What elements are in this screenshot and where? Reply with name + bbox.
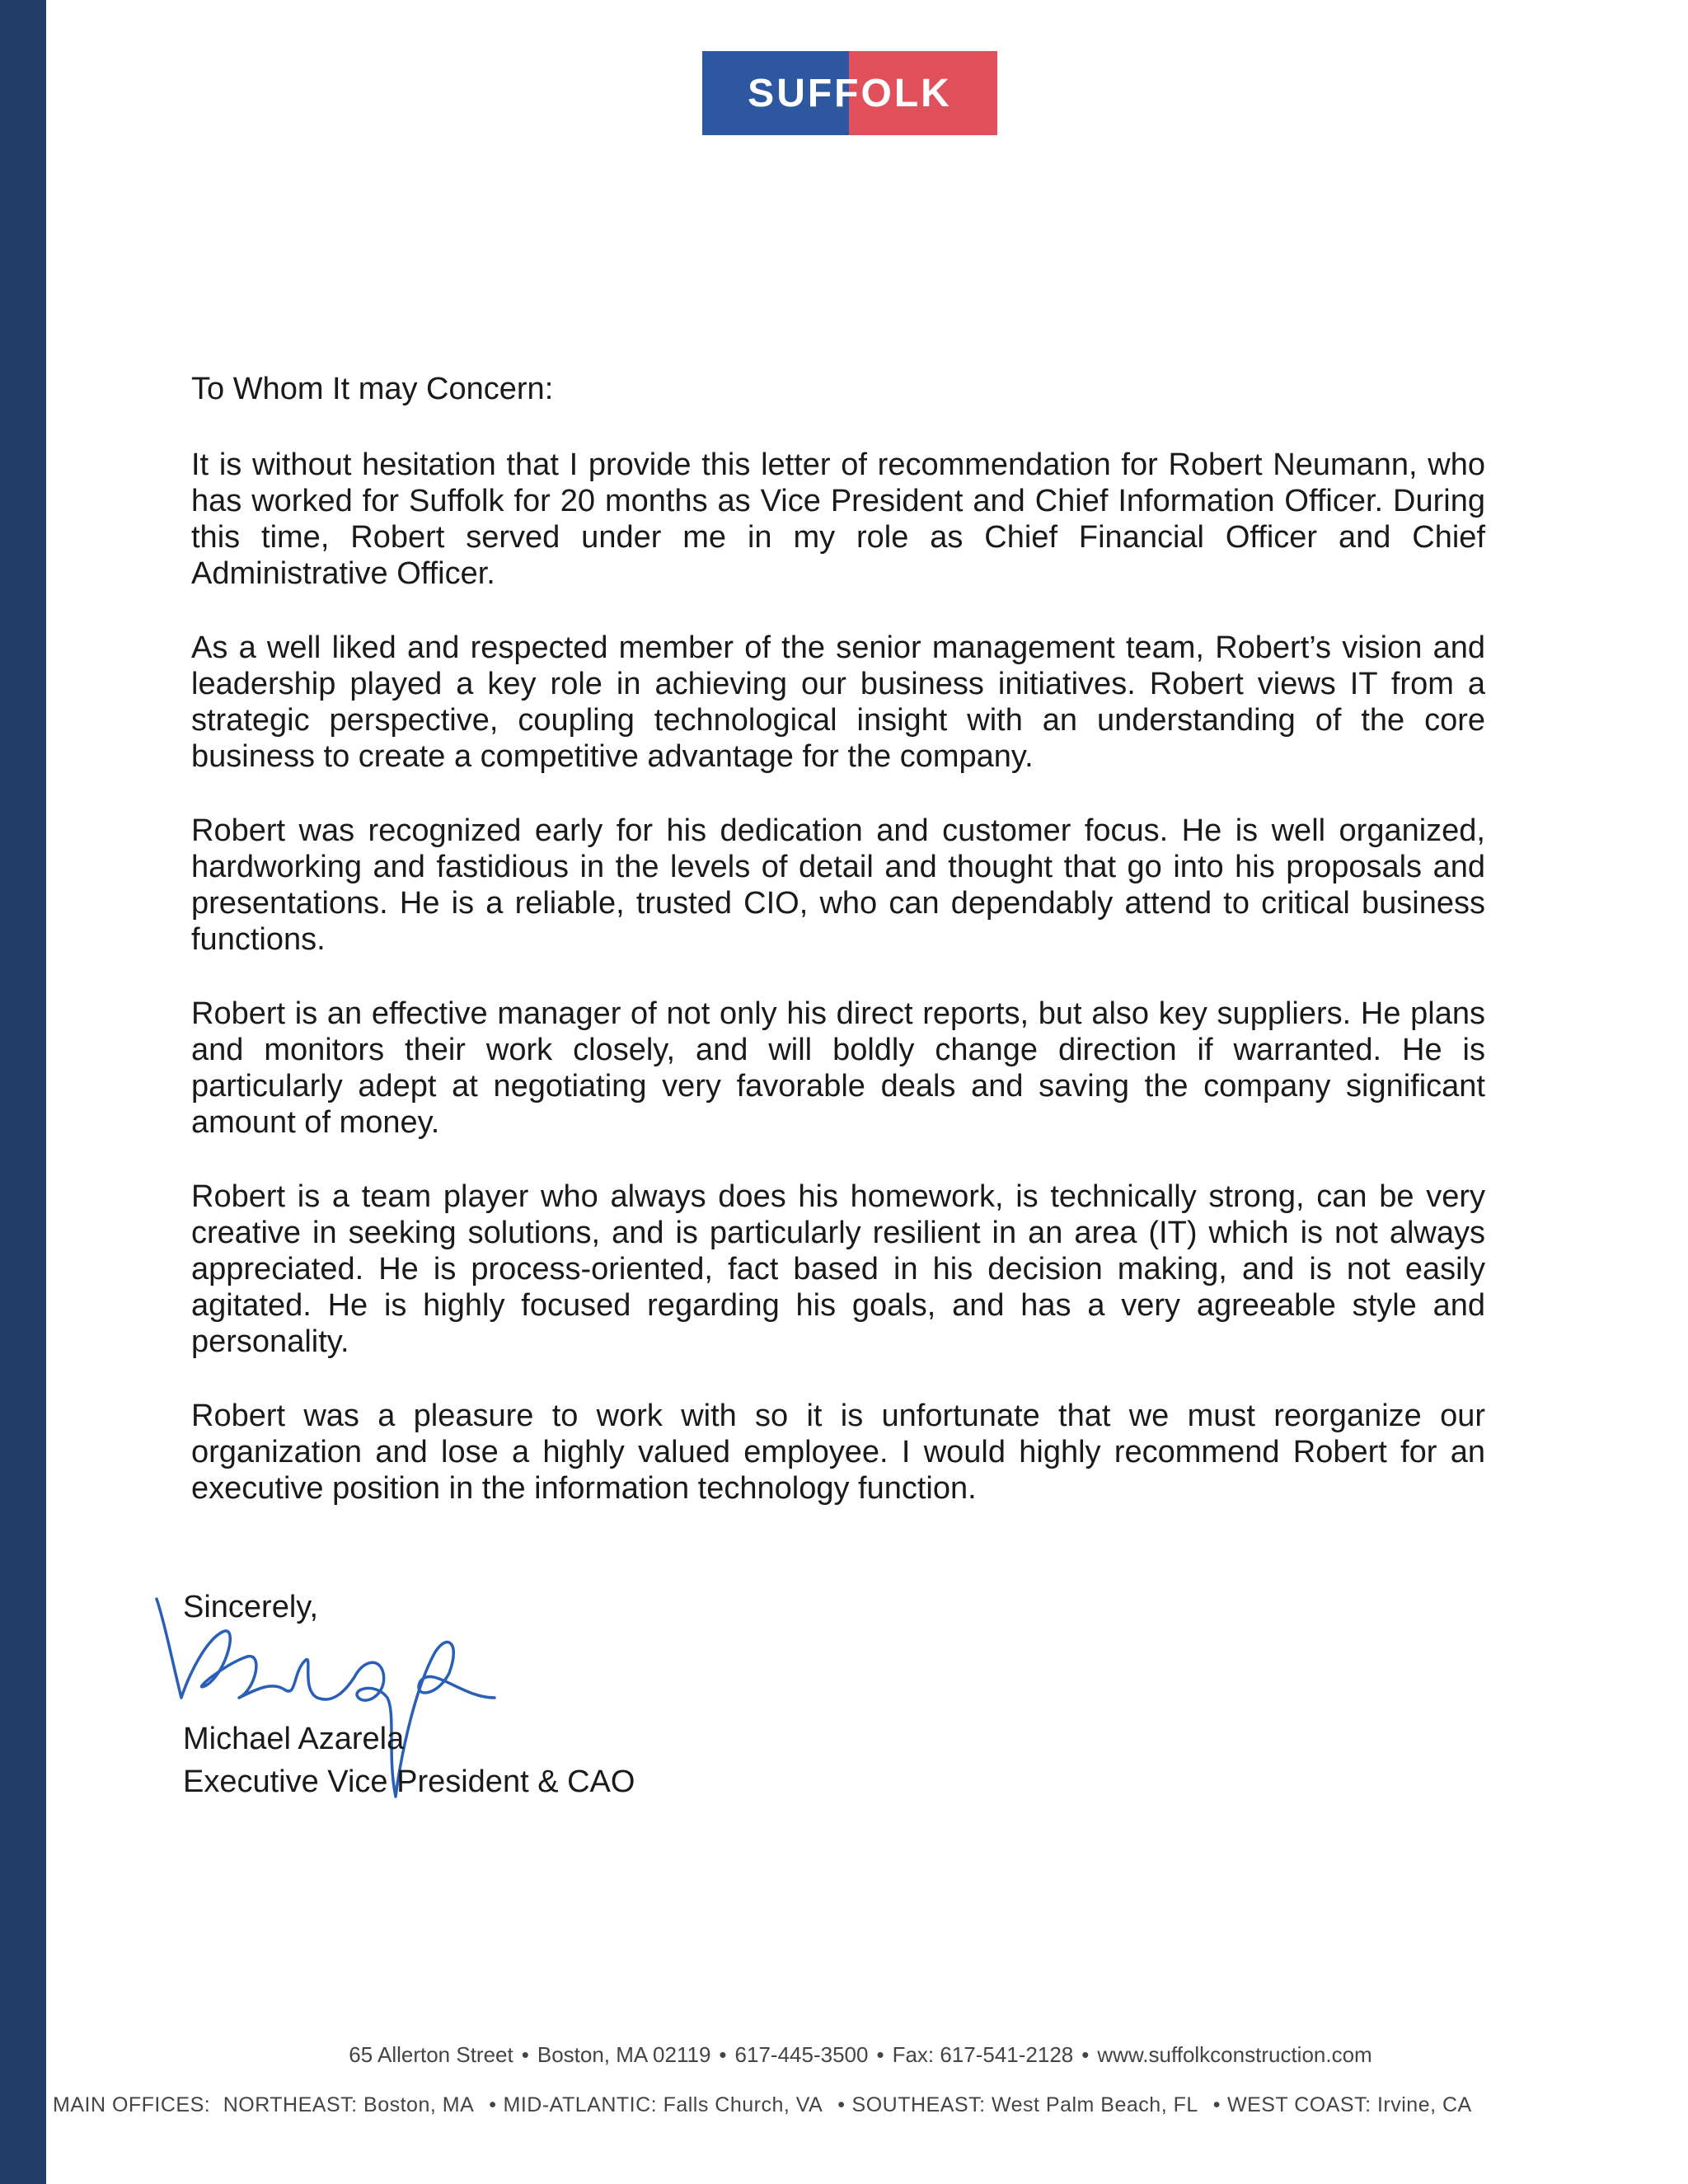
office-southeast: SOUTHEAST: West Palm Beach, FL: [851, 2093, 1198, 2116]
signer-name: Michael Azarela: [183, 1722, 405, 1756]
logo-text: SUFFOLK: [748, 71, 952, 115]
paragraph-5: Robert is a team player who always does his homework, is technically strong, can be very creative in seeking solutions, and is particularly resilient in an area (IT) which is not always appreciated. He is process-oriented, fact based in his decision making, and is not easily agitated. He is highly focused regarding his goals, and has a very agreeable style and personality.: [191, 1179, 1485, 1359]
paragraph-4: Robert is an effective manager of not only his direct reports, but also key suppliers. He plans and monitors their work closely, and will boldly change direction if warranted. He is particularly adept at negotiating very favorable deals and saving the company significant amount of money.: [191, 996, 1485, 1140]
footer-website-link[interactable]: www.suffolkconstruction.com: [1097, 2042, 1372, 2067]
suffolk-logo: [702, 51, 997, 135]
footer-offices: MAIN OFFICES: NORTHEAST: Boston, MA • MID-ATLANTIC: Falls Church, VA • SOUTHEAST: West Palm Beach, FL • WEST COAST: Irvine, CA: [53, 2093, 1472, 2116]
closing: Sincerely,: [183, 1590, 319, 1624]
paragraph-3: Robert was recognized early for his dedication and customer focus. He is well organized, hardworking and fastidious in the levels of detail and thought that go into his proposals and presentations. He is a reliable, trusted CIO, who can dependably attend to critical business functions.: [191, 813, 1485, 957]
left-side-bar: [0, 0, 46, 2184]
paragraph-1: It is without hesitation that I provide this letter of recommendation for Robert Neumann, who has worked for Suffolk for 20 months as Vice President and Chief Information Officer. During this time, Robert served under me in my role as Chief Financial Officer and Chief Administrative Officer.: [191, 448, 1485, 591]
footer-fax: Fax: 617-541-2128: [892, 2042, 1074, 2067]
salutation: To Whom It may Concern:: [191, 372, 554, 406]
footer-phone: 617-445-3500: [734, 2042, 869, 2067]
letter-body: [191, 371, 1485, 1544]
paragraph-2: As a well liked and respected member of the senior management team, Robert’s vision and leadership played a key role in achieving our business initiatives. Robert views IT from a strategic perspective, coupling technological insight with an understanding of the core business to create a competitive advantage for the company.: [191, 630, 1485, 774]
footer-address: 65 Allerton Street • Boston, MA 02119 • 617-445-3500 • Fax: 617-541-2128 • www.suffolkconstruction.com: [349, 2042, 1372, 2067]
signer-title: Executive Vice President & CAO: [183, 1765, 635, 1799]
footer-street: 65 Allerton Street: [349, 2042, 513, 2067]
offices-label: MAIN OFFICES:: [53, 2093, 211, 2116]
paragraph-6: Robert was a pleasure to work with so it is unfortunate that we must reorganize our organization and lose a highly valued employee. I would highly recommend Robert for an executive position in the information technology function.: [191, 1399, 1485, 1506]
office-mid-atlantic: MID-ATLANTIC: Falls Church, VA: [503, 2093, 823, 2116]
office-west-coast: WEST COAST: Irvine, CA: [1227, 2093, 1472, 2116]
footer-city: Boston, MA 02119: [537, 2042, 711, 2067]
office-northeast: NORTHEAST: Boston, MA: [223, 2093, 475, 2116]
